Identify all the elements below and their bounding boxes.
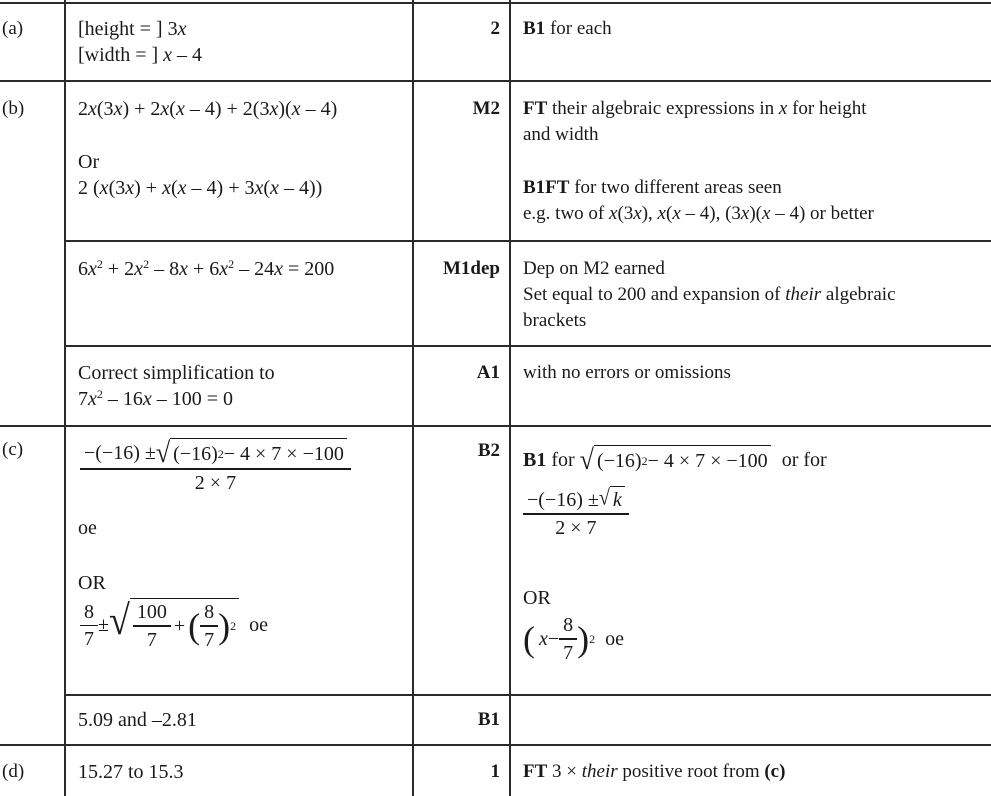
note-c-completed-square: ( x − $\frac{8}{7}$ ) 2 oe xyxy=(523,614,625,664)
mark-c-b1: B1 xyxy=(477,709,500,730)
column-divider-1 xyxy=(64,0,66,796)
answer-c-roots: 5.09 and –2.81 xyxy=(78,709,197,731)
row-divider-a-b xyxy=(0,80,991,82)
mark-b-m1dep: M1dep xyxy=(443,258,500,279)
note-c-or: OR xyxy=(523,587,551,609)
note-a-text: for each xyxy=(545,18,612,39)
part-label-c: (c) xyxy=(2,439,24,460)
note-b-m1dep-line3: brackets xyxy=(523,310,587,331)
part-label-b: (b) xyxy=(2,98,25,119)
subrow-divider-c1-c2 xyxy=(65,694,991,696)
note-c-b1-discriminant: B1 for √ (−16) 2 − 4 × 7 × −100 or for xyxy=(523,443,827,476)
answer-b-or: Or xyxy=(78,151,100,173)
note-b-a1: with no errors or omissions xyxy=(523,362,731,383)
note-c-b1-code: B1 xyxy=(523,449,547,471)
answer-b-simplification-label: Correct simplification to xyxy=(78,362,275,384)
note-c-alt-fraction: −(−16) ± √ k 2 × 7 xyxy=(523,486,629,541)
note-b-m1dep-their: their xyxy=(785,284,822,305)
column-divider-3 xyxy=(509,0,511,796)
quadratic-formula-neg-b: −(−16) ± xyxy=(84,442,156,464)
answer-d: 15.27 to 15.3 xyxy=(78,761,184,783)
note-d: FT 3 × their positive root from (c) xyxy=(523,761,786,782)
mark-d: 1 xyxy=(490,761,500,782)
row-divider-c-d xyxy=(0,744,991,746)
column-divider-2 xyxy=(412,0,414,796)
answer-c-completed-square-formula xyxy=(80,598,268,653)
note-b-m1dep-line1: Dep on M2 earned xyxy=(523,258,665,279)
answer-c-quadratic-formula xyxy=(80,438,351,496)
notes-b-m1dep xyxy=(523,256,896,334)
notes-b-ft: FT their algebraic expressions in x for height and width xyxy=(523,96,867,148)
note-a-code: B1 xyxy=(523,18,546,39)
sqrt-symbol-discriminant: √ (−16) 2 − 4 × 7 × −100 xyxy=(156,438,347,468)
note-b-b1ft-example: e.g. two of x(3x), x(x – 4), (3x)(x – 4) or better xyxy=(523,203,874,224)
discriminant-b: (−16) xyxy=(173,442,218,465)
note-b-b1ft-text: for two different areas seen xyxy=(569,177,782,198)
sqrt-symbol-completed-square: √ $\frac{100}{7}$ + ( $\frac{8}{7}$ ) 2 xyxy=(109,598,239,653)
note-d-ft-code: FT xyxy=(523,761,548,782)
answer-b-quadratic: $7x^2 - 16x - 100 = 0$ xyxy=(78,387,234,410)
note-b-b1ft-code: B1FT xyxy=(523,177,570,198)
answer-c-oe2: oe xyxy=(249,614,269,637)
mark-b-a1: A1 xyxy=(476,362,500,383)
answer-b-simplification xyxy=(78,360,275,412)
discriminant-4ac: − 4 × 7 × −100 xyxy=(223,442,344,465)
notes-b-b1ft xyxy=(523,175,874,227)
notes-a xyxy=(523,16,612,42)
row-divider-b-c xyxy=(0,425,991,427)
subrow-divider-b1-b2 xyxy=(65,240,991,242)
mark-b-m2: M2 xyxy=(472,98,500,119)
note-b-ft-line2: and width xyxy=(523,124,599,145)
answer-b-alternative: 2 (x(3x) + x(x – 4) + 3x(x – 4)) xyxy=(78,177,323,199)
answer-b-expansion: $6x^2 + 2x^2 - 8x + 6x^2 - 24x = 200$ xyxy=(78,257,335,280)
answer-a-height: [height = ] 3x xyxy=(78,18,187,40)
quadratic-formula-fraction xyxy=(80,438,351,496)
answer-c-or: OR xyxy=(78,572,106,594)
answer-c-oe1: oe xyxy=(78,517,97,539)
note-sqrt-symbol: √ (−16) 2 − 4 × 7 × −100 xyxy=(580,445,771,475)
answer-a xyxy=(78,16,202,68)
note-b-m1dep-line2-pre: Set equal to 200 and expansion of xyxy=(523,284,786,305)
plus-minus-symbol: ± xyxy=(98,614,109,637)
answer-b-expression: 2x(3x) + 2x(x – 4) + 2(3x)(x – 4) xyxy=(78,98,338,120)
fraction-8-7: $\frac{8}{7}$ xyxy=(80,599,98,653)
mark-c-b2: B2 xyxy=(477,440,500,461)
answer-a-width: [width = ] x – 4 xyxy=(78,44,203,66)
part-label-d: (d) xyxy=(2,761,25,782)
mark-a: 2 xyxy=(490,18,500,39)
subrow-divider-b2-b3 xyxy=(65,345,991,347)
table-top-border xyxy=(0,2,991,4)
part-label-a: (a) xyxy=(2,18,24,39)
note-b-ft-code: FT xyxy=(523,98,548,119)
quadratic-formula-denominator: 2 × 7 xyxy=(194,471,237,494)
note-b-m1dep-line2-post: algebraic xyxy=(821,284,896,305)
